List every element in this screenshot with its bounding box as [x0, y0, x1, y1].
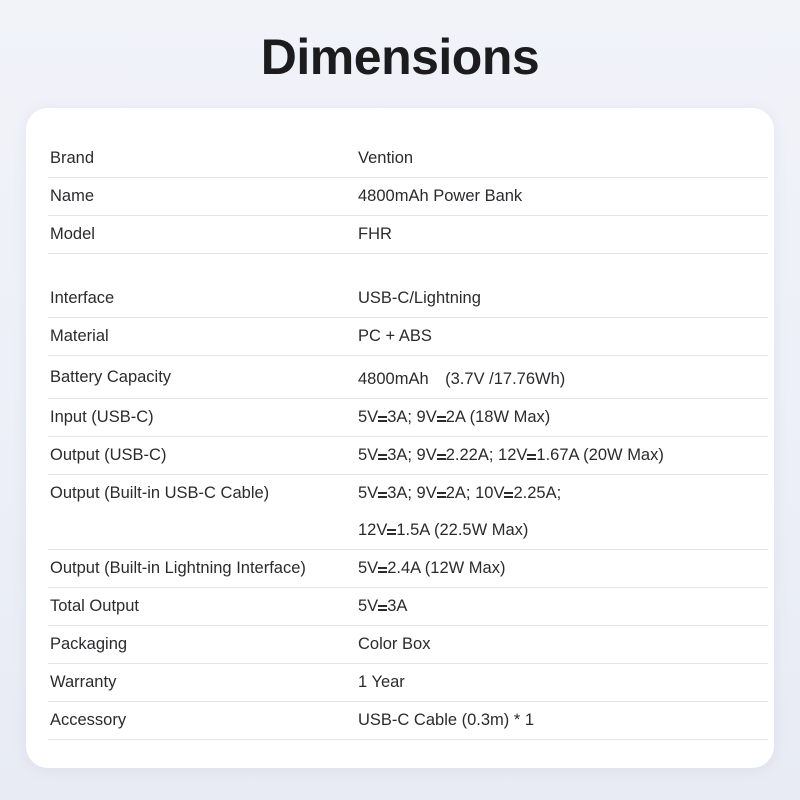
value-part: 5V [358, 446, 379, 464]
table-row [48, 437, 768, 475]
spec-value: 4800mAh (3.7V /17.76Wh) [356, 356, 768, 399]
spec-value [356, 512, 768, 550]
specification-table [48, 140, 768, 740]
spec-value: 1 Year [356, 664, 768, 702]
spec-label: Output (USB-C) [48, 437, 356, 475]
table-row [48, 626, 768, 664]
spec-label: Total Output [48, 588, 356, 626]
table-row [48, 280, 768, 318]
spec-value: PC + ABS [356, 318, 768, 356]
value-part: 2.25A; [513, 484, 562, 502]
table-row [48, 702, 768, 740]
spacer-cell [48, 254, 356, 281]
table-row [48, 475, 768, 513]
spec-value [356, 399, 768, 437]
table-row [48, 664, 768, 702]
value-part: 3A; 9V [387, 408, 437, 426]
table-row [48, 356, 768, 399]
spec-label-empty [48, 512, 356, 550]
spec-label: Warranty [48, 664, 356, 702]
spec-label: Name [48, 178, 356, 216]
spec-value [356, 550, 768, 588]
spec-card [26, 108, 774, 768]
value-part: 3A [387, 597, 408, 615]
table-row [48, 216, 768, 254]
spec-label: Material [48, 318, 356, 356]
spec-label: Accessory [48, 702, 356, 740]
value-part: 5V [358, 408, 379, 426]
table-row [48, 318, 768, 356]
value-part: 2.4A (12W Max) [387, 559, 506, 577]
table-row [48, 178, 768, 216]
spec-value [356, 437, 768, 475]
table-row-continuation [48, 512, 768, 550]
spec-label: Output (Built-in USB-C Cable) [50, 484, 270, 502]
spacer-cell [356, 254, 768, 281]
value-part: 2A; 10V [445, 484, 505, 502]
value-part: 1.5A (22.5W Max) [396, 521, 529, 539]
value-part: 2A (18W Max) [445, 408, 551, 426]
spec-label: Model [48, 216, 356, 254]
spec-value: USB-C/Lightning [356, 280, 768, 318]
spec-label: Output (Built-in Lightning Interface) [48, 550, 356, 588]
spec-label: Input (USB-C) [48, 399, 356, 437]
value-part: 3A; 9V [387, 446, 437, 464]
table-row [48, 588, 768, 626]
spec-value: FHR [356, 216, 768, 254]
value-part: 5V [358, 597, 379, 615]
value-part: 2.22A; 12V [445, 446, 528, 464]
value-part: 12V [358, 521, 388, 539]
spec-value: 4800mAh Power Bank [356, 178, 768, 216]
spec-label: Packaging [48, 626, 356, 664]
spec-label: Brand [48, 140, 356, 178]
table-row [48, 140, 768, 178]
table-row-spacer [48, 254, 768, 281]
value-part: 5V [358, 559, 379, 577]
spec-label: Battery Capacity [48, 356, 356, 399]
page-title: Dimensions [260, 29, 540, 85]
spec-value: Color Box [356, 626, 768, 664]
spec-label: Interface [48, 280, 356, 318]
value-part: 5V [358, 484, 379, 502]
table-row [48, 550, 768, 588]
value-part: 3A; 9V [387, 484, 437, 502]
value-part: 1.67A (20W Max) [536, 446, 664, 464]
spec-value [356, 588, 768, 626]
table-row [48, 399, 768, 437]
spec-value: USB-C Cable (0.3m) * 1 [356, 702, 768, 740]
spec-value: Vention [356, 140, 768, 178]
spec-value [356, 475, 768, 513]
